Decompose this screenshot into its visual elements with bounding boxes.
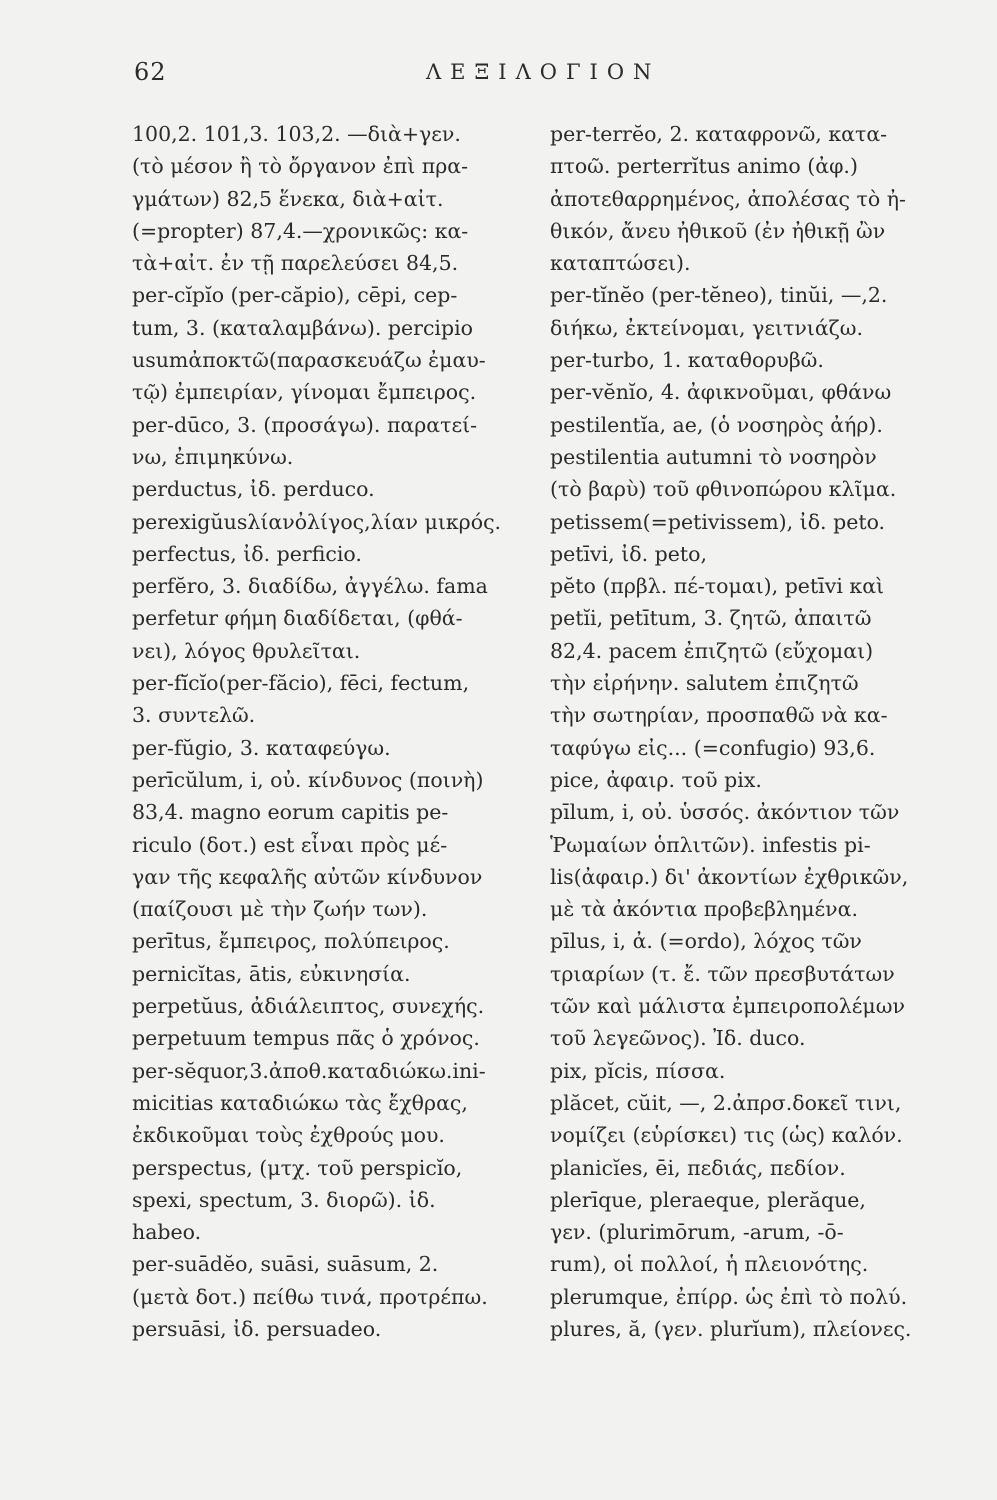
left-column-line: micitias καταδιώκω τὰς ἔχθρας, [132,1090,468,1115]
left-column-line: perpetŭus, ἀδιάλειπτος, συνεχής. [132,994,485,1019]
left-column-line: per-dūco, 3. (προσάγω). παρατεί- [132,412,478,437]
right-column-line: ταφύγω εἰς... (=confugio) 93,6. [550,735,876,760]
right-column-line: petissem(=petivissem), ἰδ. peto. [550,509,886,534]
left-column-line: per-cĭpĭo (per-căpio), cēpi, cep- [132,283,458,308]
left-column-line: (τὸ μέσον ἢ τὸ ὄργανον ἐπὶ πρα- [132,154,469,179]
right-column-line: καταπτώσει). [550,251,691,276]
left-column-line: per-sĕquor,3.ἀποθ.καταδιώκω.ini- [132,1058,486,1083]
left-column-line: perspectus, (μτχ. τοῦ perspicĭo, [132,1155,463,1180]
left-column-line: persuāsi, ἰδ. persuadeo. [132,1316,382,1341]
left-column-line: perexigŭusλίανὀλίγος,λίαν μικρός. [132,509,502,534]
right-column-line: γεν. (plurimōrum, -arum, -ō- [550,1220,844,1245]
left-column-line: habeo. [132,1220,202,1245]
right-column-line: θικόν, ἄνευ ἠθικοῦ (ἐν ἠθικῇ ὢν [550,218,886,243]
right-column-line: petĭi, petītum, 3. ζητῶ, ἀπαιτῶ [550,606,872,631]
left-column-line: spexi, spectum, 3. διορῶ). ἰδ. [132,1187,436,1212]
left-column-line: perītus, ἔμπειρος, πολύπειρος. [132,929,450,954]
page-number: 62 [134,58,167,86]
right-column-line: pestilentĭa, ae, (ὁ νοσηρὸς ἀήρ). [550,412,883,437]
left-column-line: γαν τῆς κεφαλῆς αὐτῶν κίνδυνον [132,864,483,889]
left-column [132,118,522,1345]
left-column-line: perfetur φήμη διαδίδεται, (φθά- [132,606,463,631]
right-column-line: τοῦ λεγεῶνος). Ἰδ. duco. [550,1026,806,1051]
right-column-line: pix, pĭcis, πίσσα. [550,1058,726,1083]
left-column-line: τὰ+αἰτ. ἐν τῇ παρελεύσει 84,5. [132,251,459,276]
left-column-line: τῷ) ἐμπειρίαν, γίνομαι ἔμπειρος. [132,380,477,405]
left-column-line: (=propter) 87,4.—χρονικῶς: κα- [132,218,469,243]
right-column-line: rum), οἱ πολλοί, ἡ πλειονότης. [550,1252,869,1277]
right-column-line: μὲ τὰ ἀκόντια προβεβλημένα. [550,897,858,922]
right-column-line: πτοῶ. perterrĭtus animo (ἀφ.) [550,154,858,179]
right-column-line: plerīque, pleraeque, plerăque, [550,1187,866,1212]
right-column-line: plures, ă, (γεν. plurĭum), πλείονες. [550,1316,912,1341]
right-column-line: per-vĕnĭo, 4. ἀφικνοῦμαι, φθάνω [550,380,892,405]
right-column-line: τριαρίων (τ. ἔ. τῶν πρεσβυτάτων [550,961,895,986]
right-column-line: pĕto (πρβλ. πέ-τομαι), petīvi καὶ [550,574,885,599]
right-column-line: (τὸ βαρὺ) τοῦ φθινοπώρου κλῖμα. [550,477,897,502]
right-column-line: planicĭes, ēi, πεδιάς, πεδίον. [550,1155,846,1180]
left-column-line: perpetuum tempus πᾶς ὁ χρόνος. [132,1026,480,1051]
left-column-line: 100,2. 101,3. 103,2. —διὰ+γεν. [132,122,461,146]
right-column-line: per-turbo, 1. καταθορυβῶ. [550,348,824,373]
right-column-line: τὴν σωτηρίαν, προσπαθῶ νὰ κα- [550,703,888,728]
left-column-line: 83,4. magno eorum capitis pe- [132,800,449,825]
left-column-line: νει), λόγος θρυλεῖται. [132,638,361,663]
left-column-line: γμάτων) 82,5 ἕνεκα, διὰ+αἰτ. [132,186,444,211]
left-column-line: per-suādĕo, suāsi, suāsum, 2. [132,1252,439,1277]
right-column-line: pīlus, i, ἀ. (=ordo), λόχος τῶν [550,929,862,954]
left-column-line: per-fŭgio, 3. καταφεύγω. [132,735,391,760]
right-column-line: διήκω, ἐκτείνομαι, γειτνιάζω. [550,315,864,340]
left-column-line: νω, ἐπιμηκύνω. [132,444,294,469]
left-column-line: pernicĭtas, ātis, εὐκινησία. [132,961,411,986]
right-column-line: pestilentia autumni τὸ νοσηρὸν [550,444,877,469]
left-column-line: (μετὰ δοτ.) πείθω τινά, προτρέπω. [132,1284,488,1309]
left-column-line: perīcŭlum, i, οὐ. κίνδυνος (ποινὴ) [132,767,484,792]
right-column-line: lis(ἀφαιρ.) δι' ἀκοντίων ἐχθρικῶν, [550,864,909,889]
right-column-line: pīlum, i, οὐ. ὑσσός. ἀκόντιον τῶν [550,800,900,825]
right-column-line: 82,4. pacem ἐπιζητῶ (εὔχομαι) [550,638,874,663]
left-column-line: perfĕro, 3. διαδίδω, ἀγγέλω. fama [132,574,488,599]
left-column-line: perductus, ἰδ. perduco. [132,477,375,502]
left-column-line: usumἀποκτῶ(παρασκευάζω ἐμαυ- [132,348,486,373]
right-column-line: τῶν καὶ μάλιστα ἐμπειροπολέμων [550,994,905,1019]
right-column-line: plăcet, cŭit, —, 2.ἀπρσ.δοκεῖ τινι, [550,1090,902,1115]
right-column-line: νομίζει (εὑρίσκει) τις (ὡς) καλόν. [550,1123,903,1148]
left-column-line: perfectus, ἰδ. perficio. [132,541,362,566]
left-column-line: (παίζουσι μὲ τὴν ζωήν των). [132,897,428,922]
left-column-line: per-fĭcĭo(per-făcio), fēci, fectum, [132,671,470,696]
left-column-line: ἐκδικοῦμαι τοὺς ἐχθρούς μου. [132,1123,445,1148]
right-column-line: per-tĭnĕo (per-tĕneo), tinŭi, —,2. [550,283,888,308]
left-column-line: tum, 3. (καταλαμβάνω). percipio [132,315,474,340]
right-column [550,118,960,1345]
left-column-line: riculo (δοτ.) est εἶναι πρὸς μέ- [132,832,448,857]
right-column-line: Ῥωμαίων ὁπλιτῶν). infestis pi- [550,832,871,857]
left-column-line: 3. συντελῶ. [132,703,256,728]
right-column-line: per-terrĕo, 2. καταφρονῶ, κατα- [550,122,888,146]
right-column-line: τὴν εἰρήνην. salutem ἐπιζητῶ [550,671,859,696]
right-column-line: petīvi, ἰδ. peto, [550,541,707,566]
right-column-line: ἀποτεθαρρημένος, ἀπολέσας τὸ ἠ- [550,186,906,211]
right-column-line: pice, ἀφαιρ. τοῦ pix. [550,767,762,792]
right-column-line: plerumque, ἐπίρρ. ὡς ἐπὶ τὸ πολύ. [550,1284,908,1309]
running-title: ΛΕΞΙΛΟΓΙΟΝ [426,60,661,84]
